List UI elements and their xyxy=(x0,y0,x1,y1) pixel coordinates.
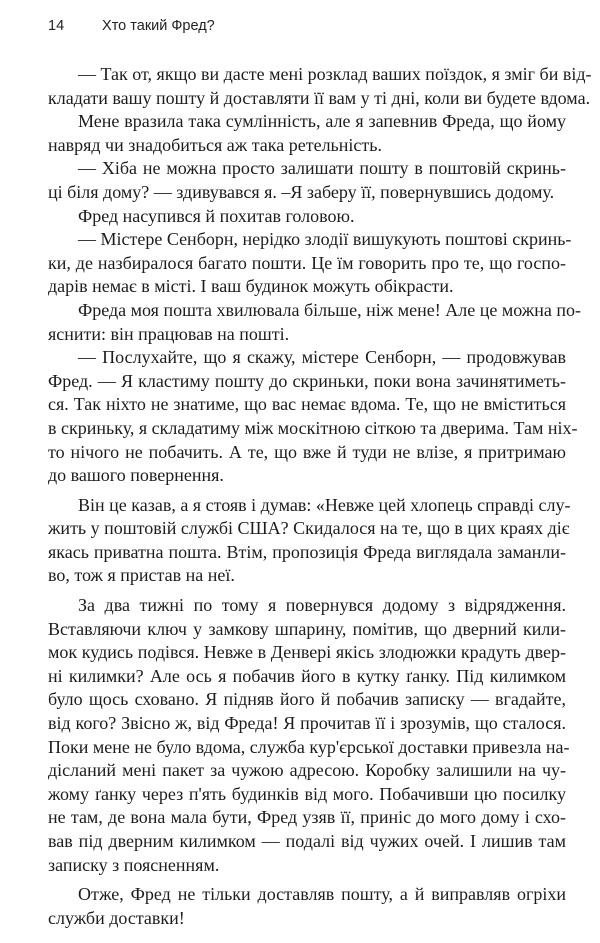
page-number: 14 xyxy=(48,18,65,34)
text-line: — Містере Сенборн, нерідко злодії вишукують поштові скринь- xyxy=(78,229,572,250)
text-line: Мене вразила така сумлінність, але я запевнив Фреда, що йому xyxy=(78,111,566,132)
page-body-text xyxy=(48,63,592,930)
text-line: Фреда моя пошта хвилювала більше, ніж мене! Але це можна по- xyxy=(78,299,581,320)
text-line: — Хіба не можна просто залишати пошту в поштовій скринь- xyxy=(78,158,566,179)
text-line: якась приватна пошта. Втім, пропозиція Фреда виглядала заманли- xyxy=(48,541,566,562)
text-line: Поки мене не було вдома, служба кур'єрської доставки привезла на- xyxy=(48,736,570,757)
text-line: Вставляючи ключ у замкову шпарину, помітив, що дверний кили- xyxy=(48,618,566,639)
text-line: вав під дверним килимком — подалі від чужих очей. І лишив там xyxy=(48,831,566,851)
text-line: За два тижні по тому я повернувся додому з відрядження. xyxy=(78,595,566,616)
running-header xyxy=(48,18,215,34)
text-line: жому ґанку через п'ять будинків від мого. Побачивши цю посилку xyxy=(48,783,566,804)
text-line: дісланий мені пакет за чужою адресою. Коробку залишили на чу- xyxy=(48,760,566,781)
text-line: навряд чи знадобиться аж така ретельність. xyxy=(48,134,382,155)
paragraph xyxy=(48,157,566,204)
text-line: Фред насупився й похитав головою. xyxy=(78,205,355,226)
paragraph xyxy=(48,494,571,588)
text-line: то нічого не побачить. А те, що вже й туди не влізе, я притримаю xyxy=(48,441,566,462)
text-line: кладати вашу пошту й доставляти її вам у ті дні, коли ви будете вдома. xyxy=(48,87,591,108)
paragraph xyxy=(48,594,570,877)
text-line: не там, де вона мала бути, Фред узяв її, приніс до мого дому і схо- xyxy=(48,807,566,828)
paragraph xyxy=(48,110,566,157)
text-line: було щось сховано. Я підняв його й побачив записку — вгадайте, xyxy=(48,689,566,710)
text-line: Він це казав, а я стояв і думав: «Невже цей хлопець справді слу- xyxy=(78,494,571,515)
running-title: Хто такий Фред? xyxy=(102,18,215,34)
text-line: від кого? Звісно ж, від Фреда! Я прочитав її і зрозумів, що сталося. xyxy=(48,713,566,734)
paragraph xyxy=(48,299,581,346)
text-line: мок кудись подівся. Невже в Денвері якісь злодюжки крадуть двер- xyxy=(48,642,566,663)
text-line: до вашого повернення. xyxy=(48,465,224,486)
text-line: Фред. — Я кластиму пошту до скриньки, поки вона зачинятиметь- xyxy=(48,370,566,391)
text-line: — Послухайте, що я скажу, містере Сенборн, — продовжував xyxy=(78,347,566,368)
text-line: записку з поясненням. xyxy=(48,854,220,875)
text-line: ки, де назбиралося багато пошти. Це їм говорить про те, що госпо- xyxy=(48,252,566,273)
text-line: в скриньку, я складатиму між москітною сіткою та дверима. Там ніх- xyxy=(48,417,578,438)
text-line: ні килимки? Але ось я побачив його в кутку ґанку. Під килимком xyxy=(48,665,566,686)
text-line: яснити: він працював на пошті. xyxy=(48,323,290,344)
paragraph xyxy=(48,883,566,930)
text-line: ці біля дому? — здивувався я. –Я заберу її, повернувшись додому. xyxy=(48,181,555,202)
text-line: Отже, Фред не тільки доставляв пошту, а й виправляв огріхи xyxy=(78,884,566,905)
paragraph xyxy=(48,228,572,299)
text-line: во, тож я пристав на неї. xyxy=(48,565,235,586)
text-line: служби доставки! xyxy=(48,907,185,928)
paragraph xyxy=(48,346,578,488)
text-line: жить у поштовій службі США? Скидалося на те, що в цих краях діє xyxy=(48,518,570,539)
text-line: ся. Так ніхто не знатиме, що вас немає вдома. Те, що не вміститься xyxy=(48,394,566,415)
text-line: дарів немає в місті. І ваш будинок можуть обікрасти. xyxy=(48,276,454,297)
paragraph xyxy=(48,205,566,229)
paragraph xyxy=(48,63,592,110)
text-line: — Так от, якщо ви дасте мені розклад ваших поїздок, я зміг би від- xyxy=(78,64,592,84)
